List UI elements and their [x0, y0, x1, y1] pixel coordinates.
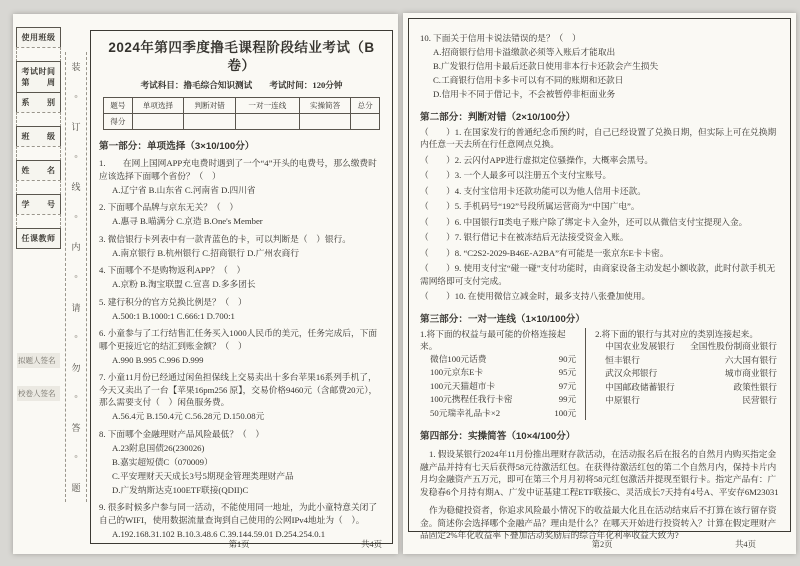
- field-label-student-id: 学 号: [16, 194, 61, 215]
- score-row-label: 得分: [104, 114, 132, 130]
- question: [99, 157, 384, 196]
- match-right-item: 城市商业银行: [724, 368, 777, 378]
- question-option: A.辽宁省 B.山东省 C.河南省 D.四川省: [112, 184, 256, 195]
- question-option: C.工商银行信用卡多卡可以有不同的账期和还款日: [433, 75, 624, 85]
- question-text: 3. 微信银行卡列表中有一款青蓝色的卡，可以判断是（ ）银行。: [99, 233, 351, 244]
- exam-content-box-2: [408, 18, 791, 540]
- true-false-item: （ ）3. 一个人最多可以注册五个支付宝账号。: [420, 170, 612, 180]
- question-text: 10. 下面关于信用卡说法错误的是？（ ）: [420, 33, 581, 43]
- match-right-item: 六大国有银行: [724, 354, 777, 365]
- question-option: D.广发纳斯达克100ETF联接(QDII)C: [112, 484, 249, 495]
- true-false-item: （ ）1. 在国家发行的普通纪念币预约时，自己已经设置了兑换日期，但实际上可在兑换期内任意一天去所在行任意网点兑换。: [420, 126, 777, 149]
- question: [99, 233, 384, 260]
- field-blank-department: [16, 112, 61, 127]
- matching-section: [420, 328, 779, 421]
- question-option: A.192.168.31.102 B.10.3.48.6 C.39.144.59.01 D.254.254.0.1: [112, 528, 326, 539]
- field-label-exam-time: [16, 61, 61, 93]
- question: [99, 428, 384, 497]
- match-row: [420, 353, 578, 367]
- binding-char: 题: [71, 482, 81, 493]
- score-table-score-row: [104, 114, 379, 130]
- question-text: 2. 下面哪个品牌与京东无关？（ ）: [99, 202, 238, 212]
- match-left-item: 中国农业发展银行: [605, 341, 675, 351]
- part1-questions: [99, 157, 384, 540]
- question-option: A.500:1 B.1000:1 C.666:1 D.700:1: [112, 310, 235, 321]
- true-false-item: （ ）9. 使用支付宝“碰一碰”支付功能时，由商家设备主动发起小额收款，此时付款手机无需网络即可支付完成。: [420, 263, 776, 286]
- match-left-item: 中原银行: [605, 395, 640, 405]
- field-label-teacher: 任课教师: [16, 228, 61, 249]
- field-label-use-class: 使用班级: [16, 27, 61, 48]
- question-text: 1. 在网上国网APP充电费时遇到了一个“4”开头的电费号，那么缴费时应该选择下面哪个省份？（ ）: [99, 158, 377, 181]
- true-false-item: （ ）8. “C2S2-2029-B46E-A2BA”有可能是一张京东E卡卡密。: [420, 247, 669, 258]
- match-left-item: 微信100元话费: [430, 353, 487, 364]
- match-left-item: 恒丰银行: [605, 354, 640, 365]
- part2-items: [420, 126, 779, 303]
- binding-char: 请: [71, 302, 81, 313]
- page1-total-pages: 共4页: [361, 540, 382, 549]
- part1-heading: 第一部分：单项选择（3×10/100分）: [99, 141, 255, 152]
- question: [99, 327, 384, 366]
- match-row: [420, 407, 578, 421]
- question-option: C.平安理财天天成长3号5期现金管理类理财产品: [112, 470, 294, 481]
- answer-paragraph: 作为稳健投资者，你追求风险最小情况下的收益最大化且在活动结束后不打算在该行留存资金。简述你会选择哪个金融产品？理由是什么？在哪天开始进行投资转入？计算在假定理财产品固定2%年化收益率下叠加活动奖励后的综合年化利率收益大致为?: [420, 505, 777, 540]
- question: [99, 371, 384, 423]
- match-row: [595, 367, 779, 381]
- question-option: A.南京银行 B.杭州银行 C.招商银行 D.广州农商行: [112, 247, 300, 258]
- match-right-item: 政策性银行: [733, 381, 777, 392]
- col-true-false: 判断对错: [184, 98, 236, 114]
- reviewer-signature-label: 校卷人签名: [17, 386, 60, 401]
- match-title: 1.将下面的权益与最可能的价格连接起来。: [420, 328, 566, 351]
- match-right-item: 95元: [558, 367, 577, 377]
- binding-separator: o: [74, 394, 78, 401]
- match-left-item: 武汉众邦银行: [605, 368, 658, 378]
- question-option: A.23附息国债26(230026): [112, 442, 205, 453]
- score-table: [103, 97, 379, 130]
- match-left-item: 中国邮政储蓄银行: [605, 381, 675, 392]
- binding-char: 线: [71, 182, 81, 193]
- question: [99, 201, 384, 228]
- match-row: [595, 394, 779, 408]
- exam-content-box: [90, 30, 393, 544]
- student-info-sidebar: [16, 28, 61, 401]
- field-blank-use-class: [16, 47, 61, 62]
- question-text: 5. 建行积分的官方兑换比例是？（ ）: [99, 296, 247, 307]
- part3-heading: 第三部分：一对一连线（1×10/100分）: [420, 313, 585, 325]
- question-text: 4. 下面哪个不是购物返利APP？（ ）: [99, 265, 246, 275]
- binding-separator: o: [74, 213, 78, 220]
- binding-separator: o: [74, 273, 78, 280]
- page1-number: 第1页: [228, 540, 250, 549]
- matching-column-banks: [585, 328, 779, 421]
- col-short-answer: 实操简答: [299, 98, 351, 114]
- question-text: 6. 小童参与了工行结售汇任务买入1000人民币的美元，任务完成后，下面哪个更接近它的结汇到账金额？（ ）: [99, 328, 377, 351]
- exam-time-label: 考试时间: [21, 67, 56, 76]
- match-row: [595, 340, 779, 354]
- question: [420, 32, 779, 101]
- question-option: A.990 B.995 C.996 D.999: [112, 354, 204, 365]
- score-table-header-row: [104, 98, 379, 114]
- binding-char: 勿: [71, 362, 81, 373]
- binding-char: 订: [71, 122, 81, 133]
- score-cell: [132, 114, 184, 130]
- matching-column-benefits: [420, 328, 585, 421]
- match-right-item: 97元: [558, 380, 577, 391]
- question-10: [420, 32, 779, 101]
- examiner-signature-label: 拟题人签名: [17, 353, 60, 368]
- match-row: [420, 366, 578, 380]
- question-option: B.嘉实超短债C（070009）: [112, 456, 213, 467]
- true-false-item: （ ）7. 银行借记卡在被冻结后无法接受资金入账。: [420, 232, 629, 242]
- match-left-item: 100元携程任我行卡密: [430, 394, 513, 404]
- col-question-no: 题号: [104, 98, 132, 114]
- score-cell: [299, 114, 351, 130]
- match-right-item: 民营银行: [742, 395, 777, 405]
- binding-char: 答: [71, 422, 81, 433]
- exam-page-1: [13, 14, 398, 554]
- part4-paragraphs: [420, 448, 779, 542]
- match-right-item: 全国性股份制商业银行: [690, 341, 777, 351]
- binding-char: 装: [71, 62, 81, 72]
- binding-separator: o: [74, 334, 78, 341]
- match-row: [420, 393, 578, 407]
- score-cell: [184, 114, 236, 130]
- question-text: 7. 小童11月份已经通过闲鱼担保线上交易卖出十多台苹果16系列手机了，今天又卖出了一台【苹果16pm256 原】，交易价格9460元（含邮费20元），那么需要支付（ ）闲鱼服务费。: [99, 372, 378, 407]
- exam-page-2: [403, 13, 796, 554]
- col-single-choice: 单项选择: [132, 98, 184, 114]
- exam-title: 2024年第四季度撸毛课程阶段结业考试（B卷）: [108, 40, 375, 73]
- binding-separator: o: [74, 454, 78, 461]
- field-blank-student-id: [16, 214, 61, 229]
- match-row: [595, 354, 779, 368]
- week-label: 第 周: [21, 78, 56, 87]
- question-text: 8. 下面哪个金融理财产品风险最低？（ ）: [99, 428, 265, 439]
- match-right-item: 100元: [554, 407, 577, 418]
- true-false-item: （ ）10. 在使用微信立减金时，最多支持八张叠加使用。: [420, 291, 651, 301]
- binding-line-strip: [65, 52, 87, 502]
- match-row: [595, 381, 779, 395]
- match-left-item: 100元天猫超市卡: [430, 380, 496, 391]
- question-option: B.广发银行信用卡最后还款日使用非本行卡还款会产生损失: [433, 61, 659, 71]
- score-cell: [236, 114, 300, 130]
- match-right-item: 90元: [558, 353, 577, 364]
- question-option: A.56.4元 B.150.4元 C.56.28元 D.150.08元: [112, 411, 265, 421]
- page2-number: 第2页: [591, 540, 613, 549]
- binding-separator: o: [74, 93, 78, 100]
- question: [99, 296, 384, 323]
- true-false-item: （ ）4. 支付宝信用卡还款功能可以为他人信用卡还款。: [420, 185, 646, 196]
- answer-paragraph: 1. 假设某银行2024年11月份推出理财存款活动，在活动报名后在报名的自然月内购买指定金融产品并持有七天后获得58元待激活红包。在获得待激活红包的第二个自然月内，保持卡片内月均金融资产五万元，即可在第三个月月初将58元红包激活并提现至银行卡。指定产品有：广发稳春6个月持有期A、广发中证基建工程ETF联接C、灵活成长7天持有4号A、平安存6M23031: [420, 449, 779, 497]
- match-right-item: 99元: [558, 394, 577, 404]
- part4-heading: 第四部分：实操简答（10×4/100分）: [420, 431, 576, 442]
- field-label-name: 姓 名: [16, 160, 61, 181]
- question-text: 9. 很多时候多户参与同一活动，不能使用同一地址，为此小童特意关闭了自己的WIFI，使用数据流量查询到自己使用的公网IPv4地址为（ ）。: [99, 502, 377, 525]
- question-option: D.信用卡不同于借记卡，不会被暂停非柜面业务: [433, 89, 616, 99]
- field-blank-class: [16, 146, 61, 161]
- page2-total-pages: 共4页: [735, 540, 756, 549]
- true-false-item: （ ）6. 中国银行Ⅱ类电子账户除了绑定卡入金外，还可以从微信支付宝提现入金。: [420, 216, 748, 227]
- col-matching: 一对一连线: [236, 98, 300, 114]
- part2-heading: 第二部分：判断对错（2×10/100分）: [420, 111, 576, 123]
- question-option: A.惠寻 B.喵满分 C.京造 B.One's Member: [112, 216, 263, 226]
- match-left-item: 100元京东E卡: [430, 367, 484, 377]
- binding-char: 内: [71, 242, 81, 253]
- field-label-class: 班 级: [16, 126, 61, 147]
- true-false-item: （ ）5. 手机码号“192”号段所属运营商为“中国广电”。: [420, 201, 640, 211]
- question: [99, 264, 384, 291]
- question-option: A.招商银行信用卡溢缴款必须等入账后才能取出: [433, 47, 616, 57]
- field-label-department: 系 别: [16, 92, 61, 113]
- true-false-item: （ ）2. 云闪付APP进行虚拟定位骚操作，大概率会黑号。: [420, 154, 654, 165]
- question: [99, 501, 384, 540]
- match-row: [420, 380, 578, 394]
- binding-separator: o: [74, 153, 78, 160]
- exam-subtitle: 考试科目：撸毛综合知识测试 考试时间：120分钟: [140, 80, 343, 90]
- col-total: 总分: [351, 98, 379, 114]
- score-cell: [351, 114, 379, 130]
- match-title: 2.将下面的银行与其对应的类别连接起来。: [595, 328, 759, 339]
- match-left-item: 50元瑞幸礼品卡×2: [430, 407, 501, 418]
- field-blank-name: [16, 180, 61, 195]
- question-option: A.京粉 B.淘宝联盟 C.宣喜 D.多多团长: [112, 279, 256, 289]
